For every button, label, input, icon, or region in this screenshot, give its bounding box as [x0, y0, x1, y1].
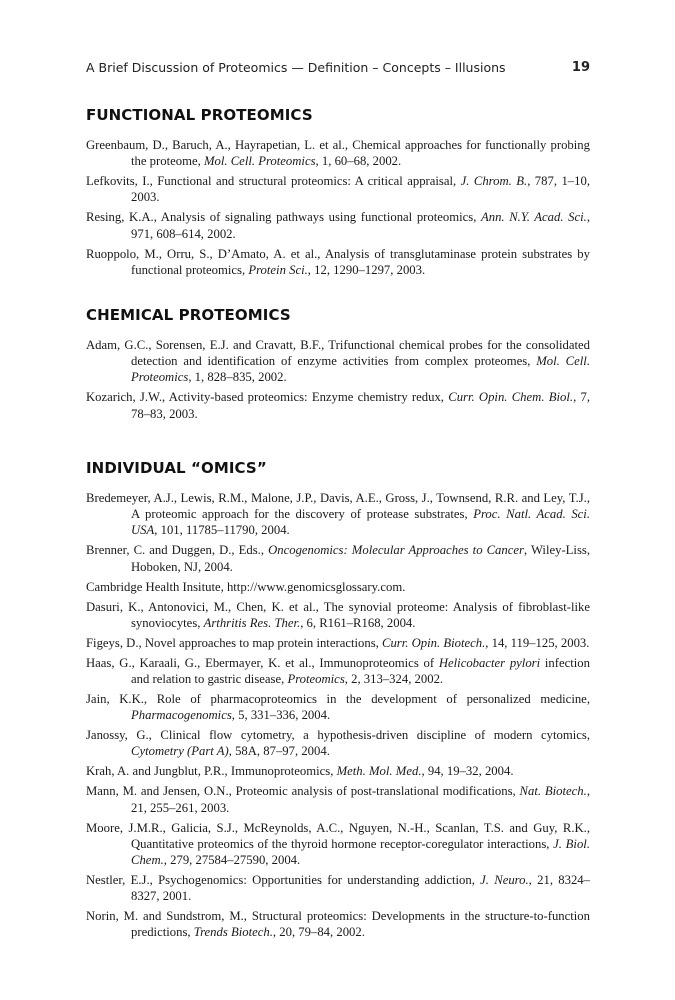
- section-heading-omics: INDIVIDUAL “OMICS”: [86, 459, 267, 477]
- reference-entry: [86, 727, 590, 759]
- reference-text: , 2, 313–324, 2002.: [344, 672, 444, 687]
- reference-text: , 101, 11785–11790, 2004.: [154, 523, 290, 538]
- reference-entry: [86, 635, 590, 651]
- reference-text: Dasuri, K., Antonovici, M., Chen, K. et al., The synovial proteome: Analysis of fibroblast-like synoviocytes,: [86, 599, 590, 630]
- reference-entry: [86, 209, 590, 241]
- reference-list-omics: [86, 490, 590, 944]
- reference-text: , 58A, 87–97, 2004.: [228, 744, 330, 759]
- running-header: [86, 60, 590, 75]
- reference-text: Figeys, D., Novel approaches to map protein interactions,: [86, 635, 382, 650]
- section-heading-chemical: CHEMICAL PROTEOMICS: [86, 306, 291, 324]
- reference-journal: J. Biol. Chem.: [131, 836, 590, 868]
- reference-entry: [86, 599, 590, 631]
- reference-text: infection and relation to gastric disease,: [131, 655, 590, 687]
- reference-text: , 1, 60–68, 2002.: [315, 154, 402, 169]
- reference-entry: [86, 389, 590, 421]
- reference-text: , 7, 78–83, 2003.: [131, 390, 590, 421]
- reference-entry: [86, 820, 590, 869]
- reference-text: Mann, M. and Jensen, O.N., Proteomic analysis of post-translational modifications,: [86, 784, 520, 799]
- reference-text: Cambridge Health Insitute, http://www.genomicsglossary.com.: [86, 579, 406, 594]
- reference-list-chemical: [86, 337, 590, 426]
- reference-text: , 6, R161–R168, 2004.: [300, 615, 416, 630]
- reference-text: , 94, 19–32, 2004.: [421, 764, 514, 779]
- reference-journal: Curr. Opin. Chem. Biol.: [448, 390, 574, 405]
- reference-text: , 21, 255–261, 2003.: [131, 784, 590, 815]
- reference-journal: Trends Biotech.: [193, 925, 273, 940]
- reference-journal: Mol. Cell. Proteomics: [203, 154, 316, 169]
- reference-journal: Arthritis Res. Ther.: [203, 615, 301, 630]
- reference-journal: Proteomics: [287, 672, 345, 687]
- reference-text: , 279, 27584–27590, 2004.: [163, 853, 301, 868]
- section-heading-functional: FUNCTIONAL PROTEOMICS: [86, 106, 313, 124]
- reference-entry: [86, 691, 590, 723]
- reference-journal: Curr. Opin. Biotech.: [381, 635, 486, 650]
- reference-journal: Helicobacter pylori: [438, 655, 541, 670]
- reference-text: Brenner, C. and Duggen, D., Eds.,: [86, 543, 269, 558]
- reference-journal: J. Chrom. B.: [460, 174, 528, 189]
- reference-journal: Proc. Natl. Acad. Sci. USA: [131, 507, 591, 538]
- reference-text: Lefkovits, I., Functional and structural proteomics: A critical appraisal,: [86, 174, 461, 189]
- reference-text: Adam, G.C., Sorensen, E.J. and Cravatt, B.F., Trifunctional chemical probes for the consolidated detection and identification of enzyme activities from complex proteomes,: [86, 338, 590, 369]
- reference-text: , 21, 8324–8327, 2001.: [131, 873, 590, 904]
- reference-text: , 787, 1–10, 2003.: [131, 174, 590, 205]
- reference-entry: [86, 783, 590, 815]
- reference-text: , 14, 119–125, 2003.: [485, 635, 590, 650]
- reference-text: , 971, 608–614, 2002.: [131, 210, 590, 241]
- reference-entry: [86, 872, 590, 904]
- reference-journal: Pharmacogenomics: [131, 708, 232, 723]
- reference-entry: [86, 173, 590, 205]
- reference-entry: [86, 337, 590, 386]
- reference-entry: [86, 246, 590, 278]
- reference-text: Greenbaum, D., Baruch, A., Hayrapetian, L. et al., Chemical approaches for functionally probing the proteome,: [86, 138, 590, 169]
- reference-text: Moore, J.M.R., Galicia, S.J., McReynolds, A.C., Nguyen, N.-H., Scanlan, T.S. and Guy, R.K., Quantitative proteomics of the thyroid hormone receptor-coregulator interactions,: [86, 820, 590, 851]
- reference-text: , 12, 1290–1297, 2003.: [307, 262, 426, 277]
- reference-entry: [86, 655, 590, 687]
- reference-entry: [86, 908, 590, 940]
- reference-journal: Mol. Cell. Proteomics: [131, 354, 591, 385]
- reference-entry: [86, 490, 590, 539]
- reference-journal: Protein Sci.: [248, 262, 308, 277]
- reference-text: , 20, 79–84, 2002.: [272, 925, 365, 940]
- reference-text: Jain, K.K., Role of pharmacoproteomics in the development of personalized medicine,: [86, 692, 590, 707]
- reference-entry: [86, 579, 590, 595]
- reference-text: Krah, A. and Jungblut, P.R., Immunoproteomics,: [86, 764, 337, 779]
- reference-journal: Nat. Biotech.: [519, 784, 587, 799]
- reference-journal: Meth. Mol. Med.: [336, 764, 422, 779]
- reference-entry: [86, 137, 590, 169]
- reference-text: , Wiley-Liss, Hoboken, NJ, 2004.: [131, 543, 590, 574]
- reference-text: Ruoppolo, M., Orru, S., D’Amato, A. et al., Analysis of transglutaminase protein substrates by functional proteomics,: [86, 246, 590, 277]
- running-title: A Brief Discussion of Proteomics — Definition – Concepts – Illusions: [86, 60, 506, 75]
- reference-text: , 1, 828–835, 2002.: [188, 370, 287, 385]
- reference-journal: J. Neuro.: [480, 873, 529, 888]
- reference-text: Haas, G., Karaali, G., Ebermayer, K. et al., Immunoproteomics of: [86, 655, 439, 670]
- reference-text: Resing, K.A., Analysis of signaling pathways using functional proteomics,: [86, 210, 481, 225]
- reference-entry: [86, 542, 590, 574]
- reference-entry: [86, 763, 590, 779]
- reference-text: Bredemeyer, A.J., Lewis, R.M., Malone, J.P., Davis, A.E., Gross, J., Townsend, R.R. and Ley, T.J., A proteomic approach for the discovery of protease substrates,: [86, 491, 590, 522]
- reference-journal: Ann. N.Y. Acad. Sci.: [480, 210, 587, 225]
- reference-journal: Cytometry (Part A): [131, 744, 229, 759]
- reference-text: Kozarich, J.W., Activity-based proteomics: Enzyme chemistry redux,: [86, 390, 449, 405]
- page-number: 19: [571, 60, 590, 75]
- reference-list-functional: [86, 137, 590, 282]
- reference-text: Norin, M. and Sundstrom, M., Structural proteomics: Developments in the structure-to-function predictions,: [86, 909, 590, 940]
- reference-text: , 5, 331–336, 2004.: [231, 708, 331, 723]
- reference-journal: Oncogenomics: Molecular Approaches to Cancer: [268, 543, 524, 558]
- reference-text: Nestler, E.J., Psychogenomics: Opportunities for understanding addiction,: [86, 873, 481, 888]
- reference-text: Janossy, G., Clinical flow cytometry, a hypothesis-driven discipline of modern cytomics,: [86, 728, 590, 743]
